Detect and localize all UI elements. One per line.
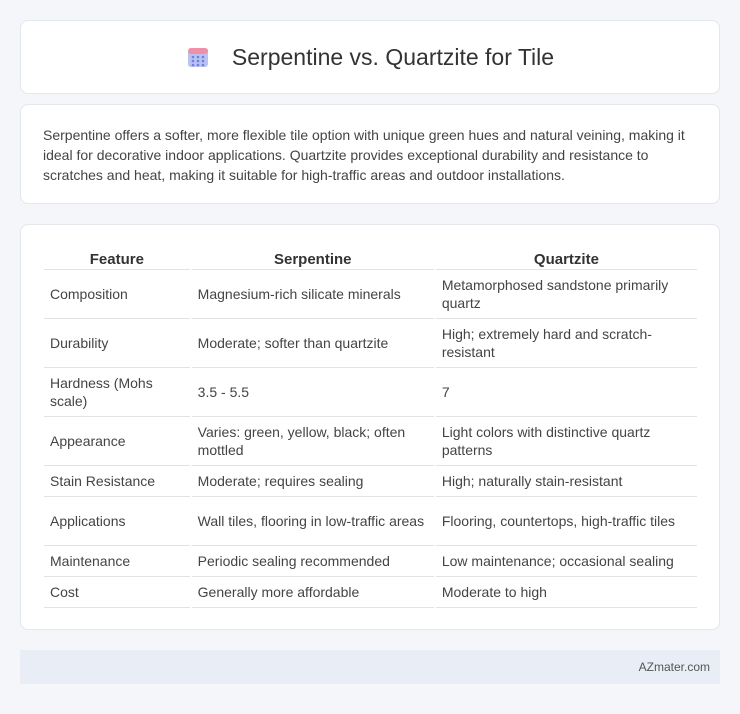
serpentine-cell: Periodic sealing recommended [192, 546, 434, 577]
quartzite-cell: High; extremely hard and scratch-resistant [436, 319, 697, 368]
feature-cell: Composition [44, 270, 190, 319]
footer-brand: AZmater.com [638, 660, 710, 674]
comparison-table-card [20, 224, 720, 630]
serpentine-cell: Varies: green, yellow, black; often mottled [192, 417, 434, 466]
header-feature: Feature [44, 243, 190, 270]
quartzite-cell: Light colors with distinctive quartz patterns [436, 417, 697, 466]
feature-cell: Maintenance [44, 546, 190, 577]
summary-card [20, 104, 720, 204]
table-row [44, 270, 697, 319]
quartzite-cell: Low maintenance; occasional sealing [436, 546, 697, 577]
serpentine-cell: Magnesium-rich silicate minerals [192, 270, 434, 319]
serpentine-cell: Wall tiles, flooring in low-traffic areas [192, 497, 434, 546]
summary-text: Serpentine offers a softer, more flexible tile option with unique green hues and natural veining, making it ideal for decorative indoor applications. Quartzite provides exceptional durability and resistance to scratches and heat, making it suitable for high-traffic areas and outdoor installations. [43, 127, 685, 183]
table-row [44, 417, 697, 466]
serpentine-cell: Generally more affordable [192, 577, 434, 608]
serpentine-cell: Moderate; softer than quartzite [192, 319, 434, 368]
comparison-table [42, 243, 699, 608]
table-row [44, 577, 697, 608]
quartzite-cell: Metamorphosed sandstone primarily quartz [436, 270, 697, 319]
footer [20, 650, 720, 684]
table-row [44, 319, 697, 368]
feature-cell: Durability [44, 319, 190, 368]
header-serpentine: Serpentine [192, 243, 434, 270]
quartzite-cell: 7 [436, 368, 697, 417]
title-card [20, 20, 720, 94]
feature-cell: Stain Resistance [44, 466, 190, 497]
feature-cell: Applications [44, 497, 190, 546]
table-row [44, 546, 697, 577]
table-row [44, 368, 697, 417]
feature-cell: Cost [44, 577, 190, 608]
feature-cell: Appearance [44, 417, 190, 466]
page-title: Serpentine vs. Quartzite for Tile [231, 43, 555, 70]
table-row [44, 497, 697, 546]
calendar-grid-icon [186, 45, 210, 69]
serpentine-cell: Moderate; requires sealing [192, 466, 434, 497]
header-quartzite: Quartzite [436, 243, 697, 270]
table-header-row [44, 243, 697, 270]
quartzite-cell: Flooring, countertops, high-traffic tiles [436, 497, 697, 546]
table-row [44, 466, 697, 497]
feature-cell: Hardness (Mohs scale) [44, 368, 190, 417]
serpentine-cell: 3.5 - 5.5 [192, 368, 434, 417]
quartzite-cell: High; naturally stain-resistant [436, 466, 697, 497]
quartzite-cell: Moderate to high [436, 577, 697, 608]
